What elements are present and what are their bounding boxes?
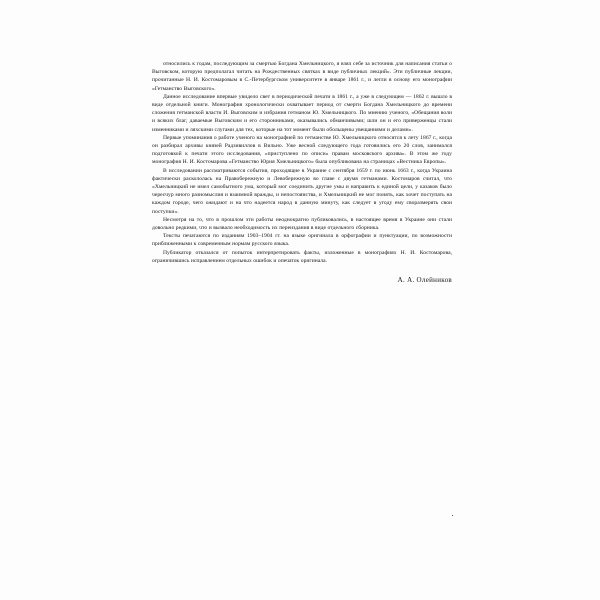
paragraph: Публикатор отказался от попыток интерпретировать факты, изложенные в монографиях Н. И. Костомарова, ограничившись исправлением отдельных ошибок и опечаток оригинала. [152, 249, 452, 264]
paragraph: Тексты печатаются по изданиям 1903–1904 гг. на языке оригинала в орфографии и пунктуации, по возможности приближенными к современным нормам русского языка. [152, 233, 452, 248]
text-column [152, 60, 452, 285]
author-signature: А. А. Олейников [397, 276, 452, 285]
paragraph: Данное исследование впервые увидело свет в периодической печати в 1861 г., а уже в следующем — 1862 г. вышло в виде отдельной книги. Монография хронологически охватывает период от смерти Богдана Хмельницкого до времени сложения гетманской власти И. Выговским и избрания гетманом Ю. Хмельницкого. По мнению ученого, «Обещания воли и всяких благ, даваемые Выговским и его сторонниками, оказывались обманчивыми; шли он и его приверженцы стали изменниками и ляхскими слугами для тех, которые на тот момент были обольщены увещаниями и делами». [152, 93, 452, 133]
paragraph: В исследовании рассматриваются события, проходящие в Украине с сентября 1659 г. по июнь 1663 г., когда Украина фактически раскололась на Правобережную и Левобережную во главе с двумя гетманами. Костомаров считал, что «Хмельницкий не имел самобытного ума, который мог соединить другие умы и направить к единой цели, у казаков было чересчур много разномыслия и взаимной вражды, и непостоянства, и Хмельницкий не мог понять, как хочет поступать на каждом городе, чего ожидают и на что надеется народ в данную минуту, как следует в угоду ему своразмерять свои поступки». [152, 167, 452, 215]
page-mark [452, 515, 453, 516]
paragraph: Первые упоминания о работе ученого на монографией по гетманстве Ю. Хмельницкого относятся к лету 1867 г., когда он разбирал архивы князей Радзивиллов в Вильно. Уже весной следующего года готовились его 20 слов, занимался подготовкой к печати этого исследования, «приступлено по описи» правам московского архива». В этом же году монография Н. И. Костомарова «Гетманство Юрия Хмельницкого» была опубликована на страницах «Вестника Европы». [152, 134, 452, 166]
paragraph: Несмотря на то, что в прошлом эти работы неоднократно публиковались, в настоящее время в Украине они стали довольно редкими, что и вызвало необходимость их переиздания в виде отдельного сборника. [152, 216, 452, 232]
paragraph: относились к годам, последующим за смертью Богдана Хмельницкого, я взял себе за источник для написания статьи о Выговском, которую предполагал читать на Рождественных святках в виде публичных лекций». Эти публичные лекции, прочитанные Н. И. Костомаровым в С.-Петербургском университете в январе 1861 г., и легли в основу его монографии «Гетманство Выговского». [152, 61, 452, 92]
